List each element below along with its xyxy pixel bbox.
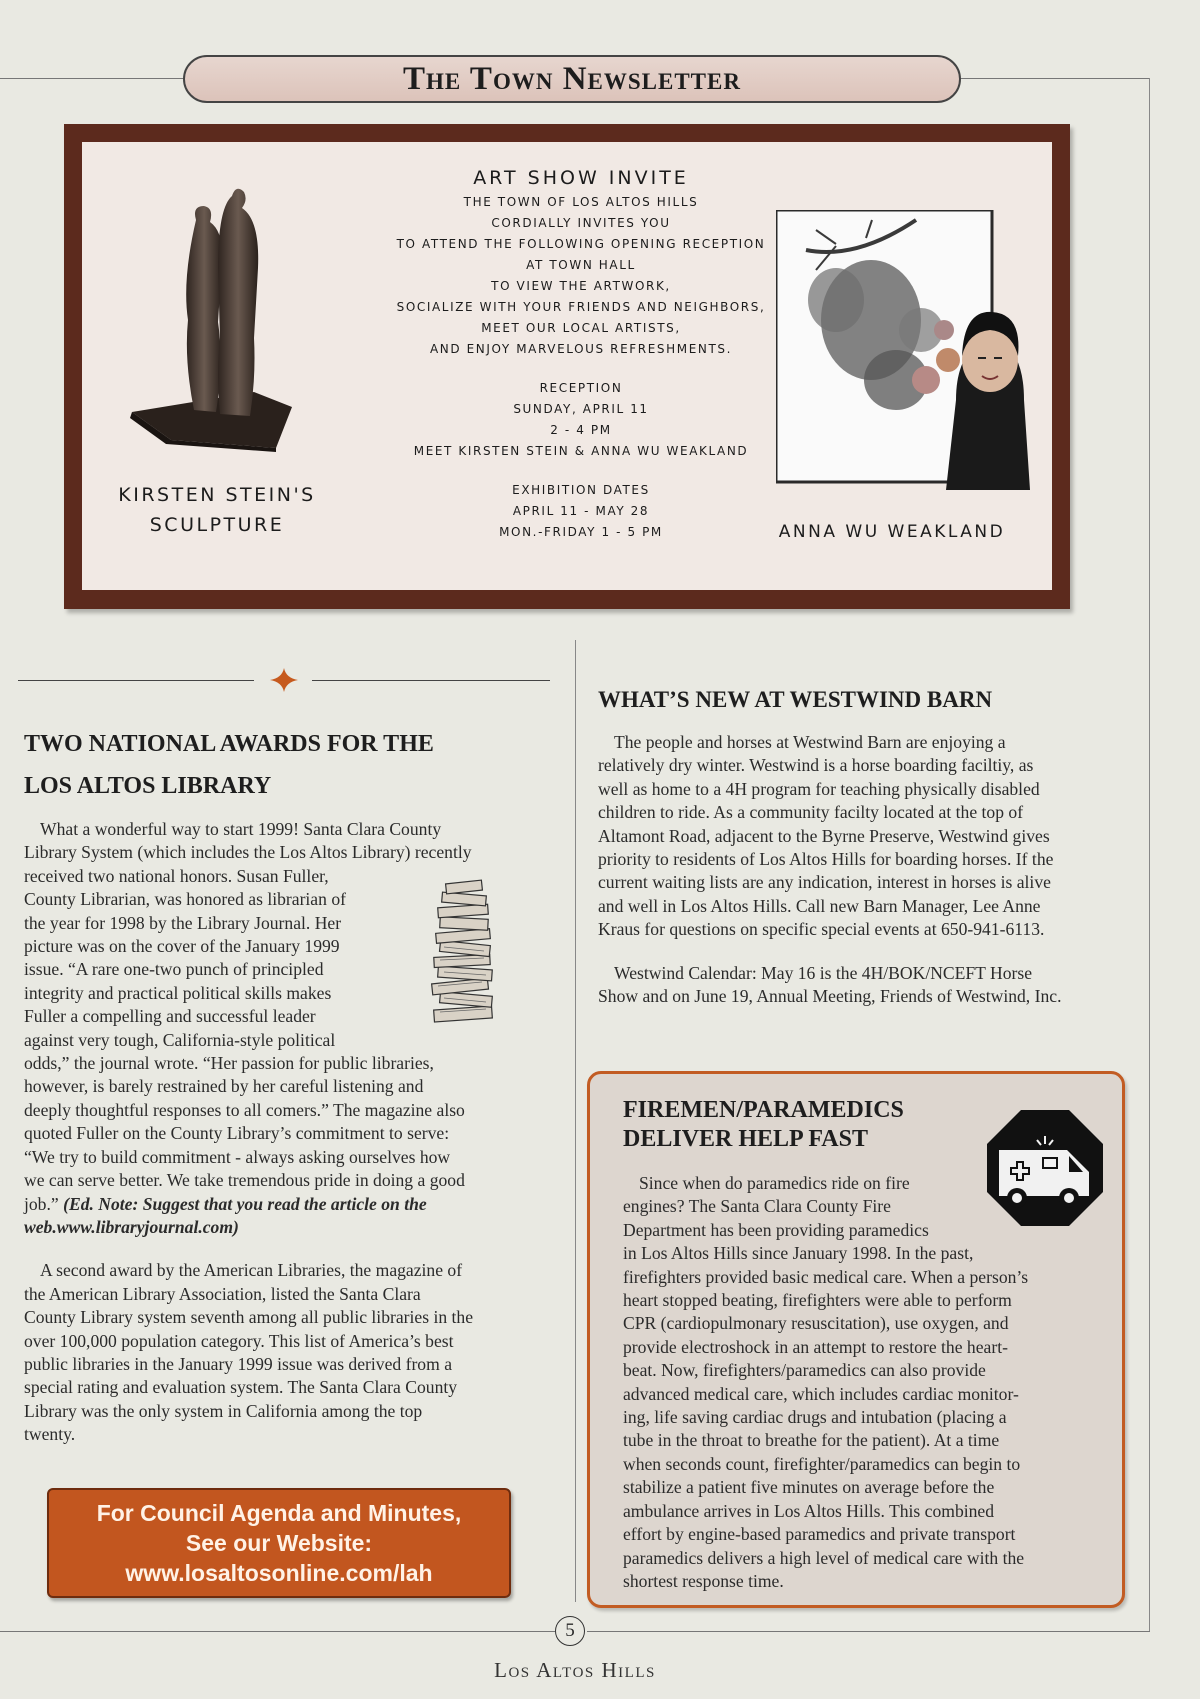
- invite-line: TO ATTEND THE FOLLOWING OPENING RECEPTION: [396, 237, 766, 251]
- library-text-line: Fuller a compelling and successful leader: [24, 1006, 316, 1027]
- library-text-line: quoted Fuller on the County Library’s commitment to serve:: [24, 1123, 450, 1144]
- invite-line: AT TOWN HALL: [526, 258, 636, 272]
- council-box-line: For Council Agenda and Minutes,: [96, 1500, 462, 1526]
- westwind-text-line: relatively dry winter. Westwind is a horse boarding faciltiy, as: [598, 755, 1034, 776]
- library-text-line: odds,” the journal wrote. “Her passion for public libraries,: [24, 1053, 434, 1074]
- library-text-line: What a wonderful way to start 1999! Santa Clara County: [40, 819, 442, 839]
- fire-text-line: advanced medical care, which includes cardiac monitor-: [623, 1383, 1019, 1404]
- reception-line: MEET KIRSTEN STEIN & ANNA WU WEAKLAND: [413, 444, 749, 458]
- council-website-link[interactable]: www.losaltosonline.com/lah: [125, 1560, 433, 1586]
- fire-text-line: shortest response time.: [623, 1570, 784, 1591]
- library-text-line: [24, 1193, 544, 1216]
- fire-text-line: engines? The Santa Clara County Fire: [623, 1196, 891, 1217]
- sculpture-caption-line: SCULPTURE: [149, 514, 285, 536]
- ornament-divider: [18, 668, 550, 692]
- westwind-text-line: priority to residents of Los Altos Hills for boarding horses. If the: [598, 849, 1054, 870]
- fire-text-line: ing, life saving cardiac drugs and intubation (placing a: [623, 1407, 1007, 1428]
- library-headline-2: LOS ALTOS LIBRARY: [24, 773, 272, 799]
- council-box-line: See our Website:: [185, 1530, 373, 1556]
- fire-text-line: Since when do paramedics ride on fire: [639, 1173, 910, 1193]
- sculpture-image: [126, 182, 306, 462]
- library-text-line: public libraries in the January 1999 issue was derived from a: [24, 1353, 452, 1374]
- westwind-text-line: well as home to a 4H program for teaching physically disabled: [598, 778, 1040, 799]
- invite-line: TO VIEW THE ARTWORK,: [491, 279, 671, 293]
- fire-text-line: heart stopped beating, firefighters were able to perform: [623, 1290, 1012, 1311]
- westwind-text-line: children to ride. As a community facilty located at the top of: [598, 802, 1024, 823]
- westwind-text-line: Westwind Calendar: May 16 is the 4H/BOK/NCEFT Horse: [614, 962, 1033, 983]
- header-rule-left: [0, 78, 184, 79]
- sculpture-caption-line: KIRSTEN STEIN'S: [118, 484, 316, 506]
- fire-text-line: ambulance arrives in Los Altos Hills. This combined: [623, 1500, 995, 1521]
- newsletter-title: The Town Newsletter: [403, 60, 741, 97]
- library-text-line: however, is barely restrained by her careful listening and: [24, 1076, 424, 1097]
- editor-note-url: web.www.libraryjournal.com): [24, 1216, 239, 1237]
- library-text-line: integrity and practical political skills makes: [24, 982, 332, 1003]
- fire-headline-2: DELIVER HELP FAST: [623, 1126, 868, 1152]
- invite-line: CORDIALLY INVITES YOU: [491, 216, 671, 230]
- fire-text-line: in Los Altos Hills since January 1998. In the past,: [623, 1243, 974, 1264]
- reception-line: 2 - 4 PM: [550, 423, 612, 437]
- paramedics-box: [587, 1071, 1125, 1608]
- fire-text-line: CPR (cardiopulmonary resuscitation), use oxygen, and: [623, 1313, 1009, 1334]
- page-number: 5: [565, 1620, 575, 1641]
- exhibition-line: EXHIBITION DATES: [512, 483, 650, 497]
- fire-text-line: paramedics delivers a high level of medical care with the: [623, 1547, 1025, 1568]
- library-text-line: Library System (which includes the Los Altos Library) recently: [24, 842, 472, 863]
- library-text-line: against very tough, California-style political: [24, 1029, 336, 1050]
- westwind-headline: WHAT’S NEW AT WESTWIND BARN: [598, 687, 993, 712]
- library-text-line: the year for 1998 by the Library Journal. Her: [24, 912, 342, 933]
- art-show-panel: [82, 142, 1052, 590]
- fire-text-line: effort by engine-based paramedics and private transport: [623, 1524, 1016, 1545]
- exhibition-line: APRIL 11 - MAY 28: [512, 504, 650, 518]
- westwind-text-line: current waiting lists are any indication, interest in horses is alive: [598, 872, 1051, 893]
- library-text-line: “We try to build commitment - always asking ourselves how: [24, 1146, 451, 1167]
- exhibition-line: MON.-FRIDAY 1 - 5 PM: [499, 525, 663, 539]
- library-text-line: County Library system seventh among all public libraries in the: [24, 1307, 474, 1328]
- editor-note: (Ed. Note: Suggest that you read the article on the: [63, 1193, 427, 1214]
- library-text-line: special rating and evaluation system. The Santa Clara County: [24, 1377, 458, 1398]
- fire-text-line: stabilize a patient five minutes on average before the: [623, 1477, 995, 1498]
- art-show-title: ART SHOW INVITE: [473, 167, 689, 189]
- invite-line: MEET OUR LOCAL ARTISTS,: [481, 321, 681, 335]
- painting-portrait-image: [776, 210, 1036, 500]
- library-text-plain: job.”: [24, 1193, 64, 1214]
- newsletter-title-banner: [183, 55, 961, 103]
- sculpture-caption: [102, 480, 332, 540]
- library-text-line: the American Library Association, listed the Santa Clara: [24, 1283, 421, 1304]
- westwind-text-line: Kraus for questions on specific special events at 650-941-6113.: [598, 919, 1045, 940]
- header-rule-right: [960, 78, 1150, 79]
- library-headline-1: TWO NATIONAL AWARDS FOR THE: [24, 731, 434, 757]
- library-text-line: picture was on the cover of the January 1999: [24, 936, 340, 957]
- library-text-line: deeply thoughtful responses to all comers.” The magazine also: [24, 1099, 465, 1120]
- page-frame-right: [1149, 78, 1150, 1631]
- council-website-box[interactable]: [47, 1488, 511, 1598]
- westwind-article-body: [598, 731, 1148, 1008]
- fire-text-line: Department has been providing paramedics: [623, 1219, 929, 1240]
- invite-text-block: [308, 164, 854, 360]
- portrait-caption: ANNA WU WEAKLAND: [778, 522, 1006, 542]
- library-article-body: [24, 818, 544, 1447]
- footer-rule-right: [587, 1631, 1150, 1632]
- fire-text-line: firefighters provided basic medical care. When a person’s: [623, 1266, 1029, 1287]
- westwind-text-line: Show and on June 19, Annual Meeting, Friends of Westwind, Inc.: [598, 986, 1062, 1007]
- library-text-line: A second award by the American Libraries, the magazine of: [40, 1260, 463, 1281]
- column-divider: [575, 640, 576, 1602]
- invite-line: SOCIALIZE WITH YOUR FRIENDS AND NEIGHBORS,: [396, 300, 766, 314]
- art-show-frame: [64, 124, 1070, 609]
- reception-line: SUNDAY, APRIL 11: [513, 402, 649, 416]
- invite-line: THE TOWN OF LOS ALTOS HILLS: [463, 195, 699, 209]
- fire-text-line: tube in the throat to breathe for the patient). At a time: [623, 1430, 1000, 1451]
- fire-text-line: beat. Now, firefighters/paramedics can also provide: [623, 1360, 986, 1381]
- library-text-line: issue. “A rare one-two punch of principled: [24, 959, 324, 980]
- library-text-line: we can serve better. We take tremendous pride in doing a good: [24, 1170, 465, 1191]
- westwind-text-line: The people and horses at Westwind Barn are enjoying a: [614, 732, 1006, 752]
- library-text-line: Library was the only system in California among the top: [24, 1400, 423, 1421]
- fire-article-body: [623, 1172, 1103, 1593]
- westwind-text-line: and well in Los Altos Hills. Call new Barn Manager, Lee Anne: [598, 895, 1041, 916]
- fire-text-line: provide electroshock in an attempt to restore the heart-: [623, 1336, 1008, 1357]
- reception-line: RECEPTION: [539, 381, 623, 395]
- library-text-line: received two national honors. Susan Fuller,: [24, 865, 329, 886]
- fire-headline-1: FIREMEN/PARAMEDICS: [623, 1097, 904, 1123]
- invite-line: AND ENJOY MARVELOUS REFRESHMENTS.: [429, 342, 733, 356]
- library-text-line: County Librarian, was honored as librarian of: [24, 889, 346, 910]
- page-number-badge: [555, 1616, 585, 1646]
- fire-text-line: when seconds count, firefighter/paramedics can begin to: [623, 1453, 1021, 1474]
- reception-block: [308, 378, 854, 462]
- library-text-line: twenty.: [24, 1424, 76, 1445]
- library-text-line: over 100,000 population category. This list of America’s best: [24, 1330, 454, 1351]
- footer-town-name: Los Altos Hills: [494, 1658, 656, 1682]
- footer-rule-left: [0, 1631, 555, 1632]
- westwind-text-line: Altamont Road, adjacent to the Byrne Preserve, Westwind gives: [598, 825, 1050, 846]
- diamond-star-icon: [270, 668, 298, 692]
